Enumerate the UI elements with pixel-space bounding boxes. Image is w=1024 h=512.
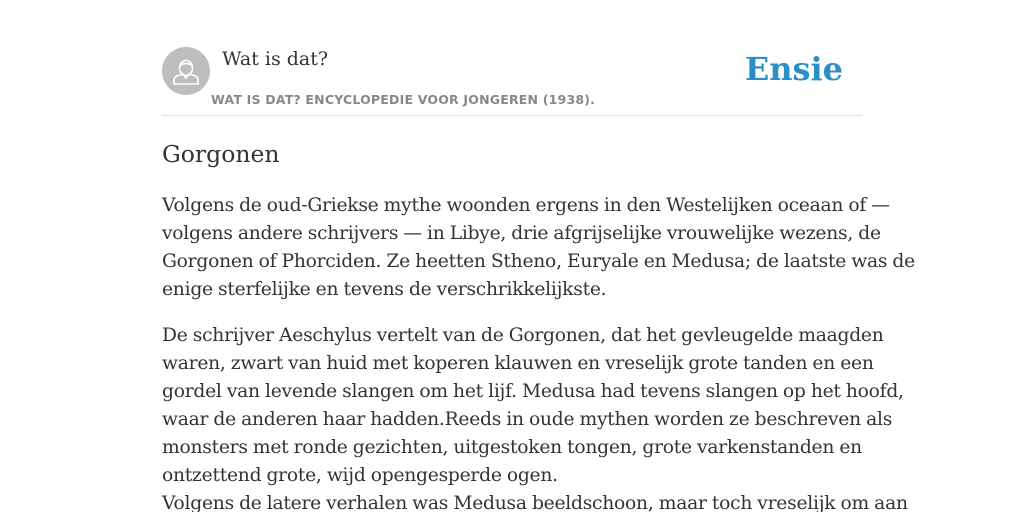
paragraph-line: enige sterfelijke en tevens de verschrikkelijkste.: [162, 279, 607, 300]
paragraph-line: ontzettend grote, wijd opengesperde ogen.: [162, 465, 558, 486]
article: [162, 138, 915, 512]
source-subtitle[interactable]: WAT IS DAT? ENCYCLOPEDIE VOOR JONGEREN (1938).: [211, 92, 596, 107]
paragraph-line: waar de anderen haar hadden.Reeds in oude mythen worden ze beschreven als: [162, 409, 893, 430]
paragraph-line: gordel van levende slangen om het lijf. Medusa had tevens slangen op het hoofd,: [162, 381, 904, 402]
paragraph-line: monsters met ronde gezichten, uitgestoken tongen, grote varkenstanden en: [162, 437, 862, 458]
paragraph-line: volgens andere schrijvers — in Libye, drie afgrijselijke vrouwelijke wezens, de: [162, 223, 881, 244]
article-paragraph: [162, 192, 915, 304]
paragraph-line: Volgens de latere verhalen was Medusa beeldschoon, maar toch vreselijk om aan: [162, 493, 908, 512]
avatar[interactable]: [162, 47, 210, 95]
paragraph-line: De schrijver Aeschylus vertelt van de Gorgonen, dat het gevleugelde maagden: [162, 325, 884, 346]
article-title: Gorgonen: [162, 140, 280, 168]
header-divider: [162, 115, 862, 116]
paragraph-line: Gorgonen of Phorciden. Ze heetten Stheno, Euryale en Medusa; de laatste was de: [162, 251, 915, 272]
paragraph-line: waren, zwart van huid met koperen klauwen en vreselijk grote tanden en een: [162, 353, 874, 374]
user-placeholder-icon: [162, 47, 210, 95]
brand-logo[interactable]: Ensie: [744, 50, 843, 88]
source-title[interactable]: Wat is dat?: [222, 48, 329, 70]
paragraph-line: Volgens de oud-Griekse mythe woonden ergens in den Westelijken oceaan of —: [162, 195, 890, 216]
article-paragraph: [162, 322, 908, 512]
